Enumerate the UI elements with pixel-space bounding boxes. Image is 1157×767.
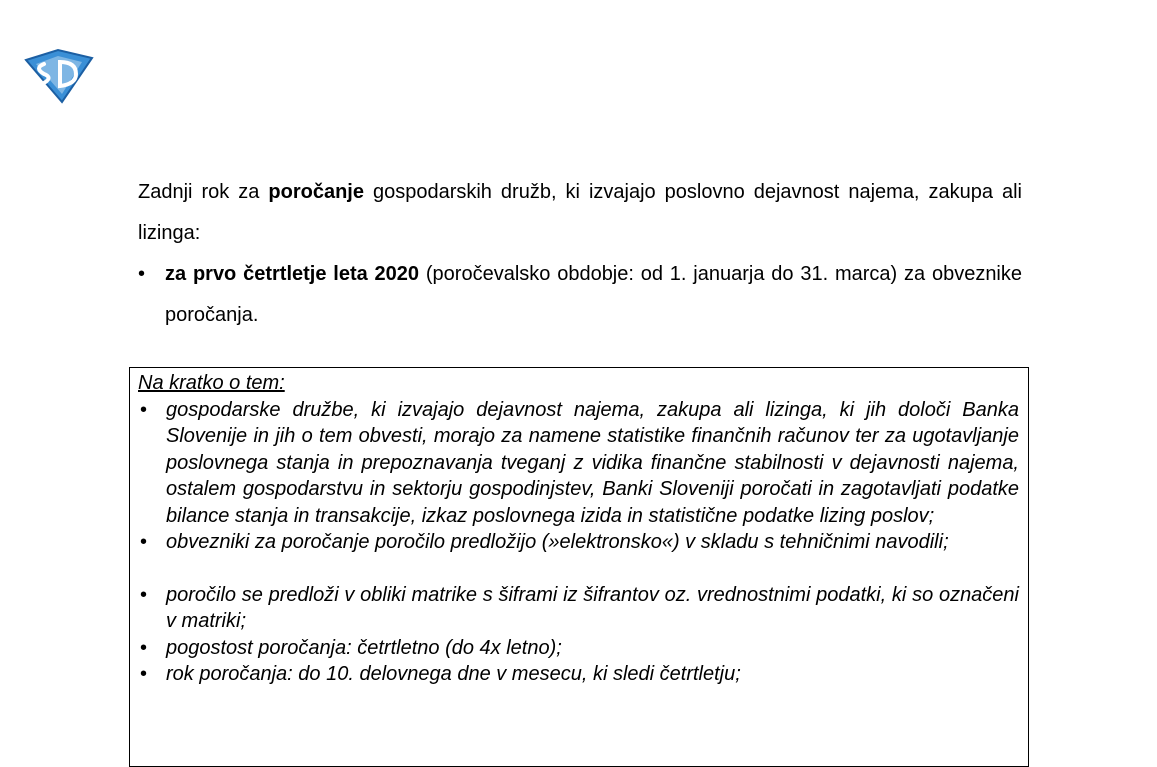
intro-paragraph xyxy=(138,172,1022,254)
bank-of-slovenia-logo-icon xyxy=(22,48,96,104)
intro-bullet-bold: za prvo četrtletje leta 2020 xyxy=(165,263,420,285)
intro-text-1: Zadnji rok za xyxy=(138,181,269,203)
intro-bullet xyxy=(138,254,1022,336)
intro-text-bold: poročanje xyxy=(268,181,364,203)
summary-item: • poročilo se predloži v obliki matrike s šiframi iz šifrantov oz. vrednostnimi podatki, ki so označeni v matriki; xyxy=(138,582,1019,635)
summary-item: • rok poročanja: do 10. delovnega dne v mesecu, ki sledi četrtletju; xyxy=(138,661,1019,688)
summary-item: • obvezniki za poročanje poročilo predložijo (»elektronsko«) v skladu s tehničnimi navodili; xyxy=(138,529,1019,556)
intro-bullet-rest: (poročevalsko obdobje: od 1. januarja do 31. marca) za obveznike poročanja. xyxy=(165,263,1023,326)
intro-section xyxy=(138,172,1022,336)
summary-list xyxy=(138,397,1019,688)
intro-list xyxy=(138,254,1022,336)
summary-item: • gospodarske družbe, ki izvajajo dejavnost najema, zakupa ali lizinga, ki jih določi Banka Slovenije in jih o tem obvesti, morajo za namene statistike finančnih računov ter za ugotavljanje poslovnega stanja in prepoznavanja tveganj z vidika finančne stabilnosti v dejavnosti najema, ostalem gospodarstvu in sektorju gospodinjstev, Banki Sloveniji poročati in zagotavljati podatke bilance stanja in transakcije, izkaz poslovnega izida in statistične podatke lizing poslov; xyxy=(138,397,1019,530)
summary-box xyxy=(129,367,1029,767)
intro-text-2: gospodarskih družb, ki izvajajo poslovno dejavnost najema, zakupa ali lizinga: xyxy=(138,181,1022,244)
summary-heading: Na kratko o tem: xyxy=(138,372,285,394)
summary-item: • pogostost poročanja: četrtletno (do 4x letno); xyxy=(138,635,1019,662)
